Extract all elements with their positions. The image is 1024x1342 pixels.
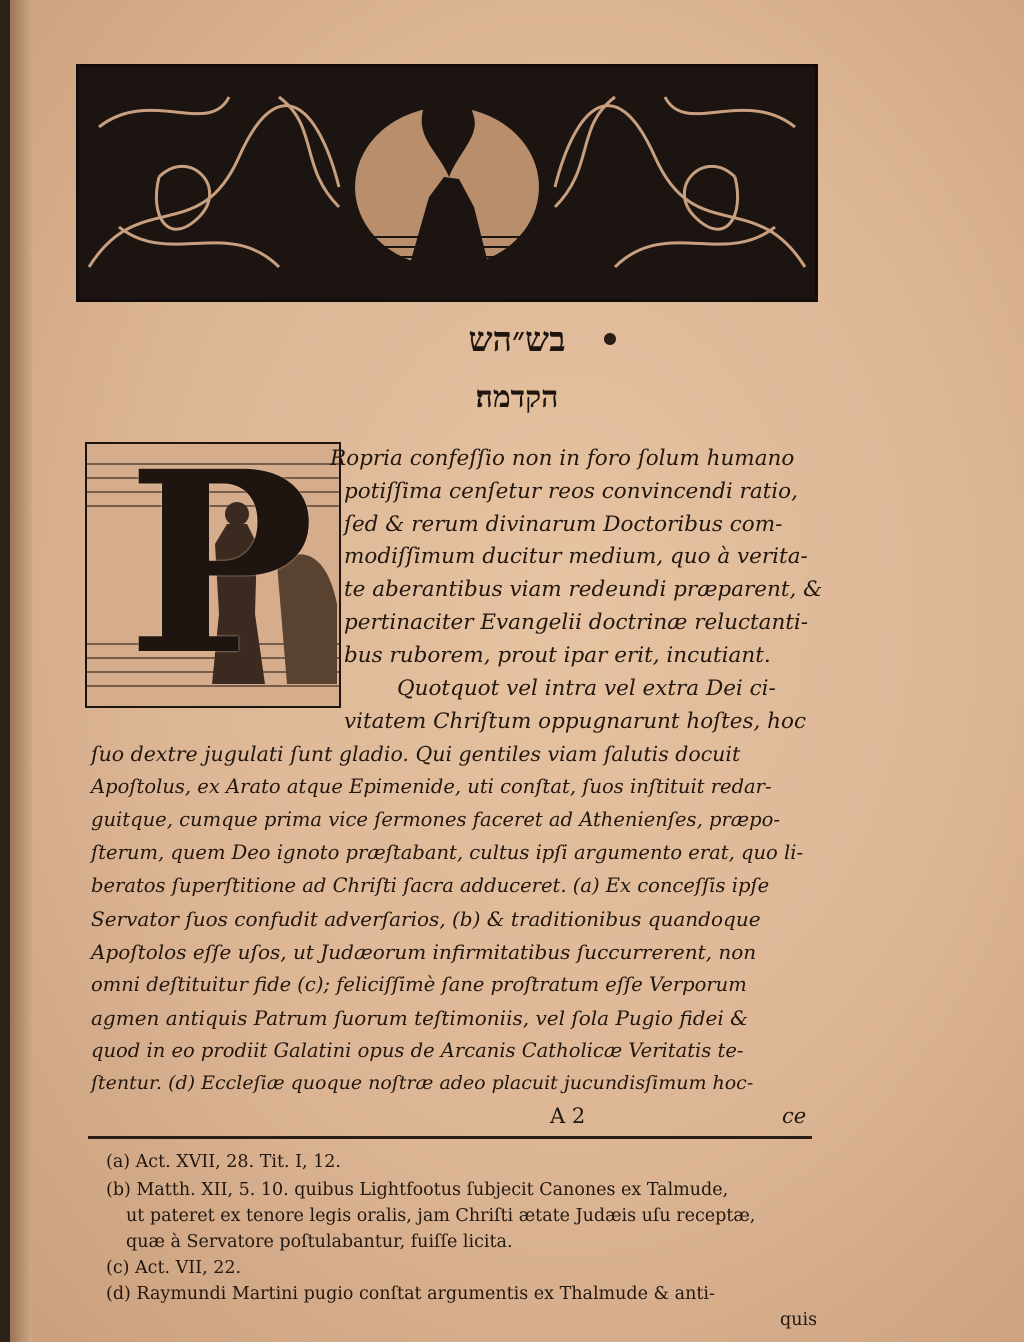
body-line: vitatem Chriſtum oppugnarunt hoſtes, hoc — [344, 709, 807, 734]
page-spine-shadow — [10, 0, 32, 1342]
decorated-initial — [85, 416, 341, 710]
book-page — [10, 0, 1024, 1342]
body-line: Servator ſuos confudit adverſarios, (b) & traditionibus quandoque — [91, 907, 761, 931]
footnote-line: (c) Act. VII, 22. — [106, 1258, 242, 1278]
body-line: guitque, cumque prima vice ſermones faceret ad Athenienſes, præpo- — [91, 808, 780, 831]
body-line: Apoſtolos eſſe uſos, ut Judæorum infirmitatibus ſuccurrerent, non — [91, 940, 757, 964]
body-line: ſuo dextre jugulati ſunt gladio. Qui gentiles viam ſalutis docuit — [91, 742, 741, 766]
body-line: beratos ſuperſtitione ad Chriſti ſacra adduceret. (a) Ex conceſſis ipſe — [91, 874, 770, 897]
hebrew-invocation: בש״הש — [468, 320, 566, 360]
body-line: Ropria confeſſio non in foro ſolum humano — [330, 446, 795, 471]
body-line: modiſſimum ducitur medium, quo à verita- — [344, 544, 808, 569]
body-line: potiſſima cenſetur reos convincendi ratio, — [344, 479, 798, 504]
body-line: pertinaciter Evangelii doctrinæ reluctanti- — [344, 610, 809, 635]
signature-mark: A 2 — [550, 1104, 586, 1128]
body-line: te aberantibus viam redeundi præparent, & — [344, 577, 823, 602]
footnote-line: quæ à Servatore poſtulabantur, fuiſſe licita. — [126, 1232, 513, 1252]
initial-letter: P — [127, 416, 315, 710]
footnote-rule — [88, 1136, 812, 1139]
body-line: ſed & rerum divinarum Doctoribus com- — [344, 512, 783, 537]
body-line: agmen antiquis Patrum ſuorum teſtimoniis, vel ſola Pugio fidei & — [91, 1006, 748, 1030]
body-line: Apoſtolus, ex Arato atque Epimenide, uti conſtat, ſuos inſtituit redar- — [91, 775, 772, 798]
body-line: Quotquot vel intra vel extra Dei ci- — [397, 676, 776, 701]
footnote-line: quis — [780, 1310, 818, 1330]
footnote-line: (d) Raymundi Martini pugio conſtat argumentis ex Thalmude & anti- — [106, 1284, 715, 1304]
decorative-headpiece — [76, 64, 818, 302]
footnote-line: (a) Act. XVII, 28. Tit. I, 12. — [106, 1152, 341, 1172]
body-line: bus ruborem, prout ipar erit, incutiant. — [344, 643, 771, 668]
footnote-line: ut pateret ex tenore legis oralis, jam Chriſti ætate Judæis uſu receptæ, — [126, 1206, 756, 1226]
body-line: ſterum, quem Deo ignoto præſtabant, cultus ipſi argumento erat, quo li- — [91, 841, 804, 864]
body-line: omni deſtituitur fide (c); feliciſſimè ſane proſtratum eſſe Verporum — [91, 973, 747, 996]
footnote-line: (b) Matth. XII, 5. 10. quibus Lightfootus ſubjecit Canones ex Talmude, — [106, 1180, 729, 1200]
catchword: ce — [782, 1104, 807, 1128]
body-line: ſtentur. (d) Eccleſiæ quoque noſtræ adeo placuit jucundisſimum hoc- — [91, 1072, 754, 1094]
hebrew-heading: הקדמה׃ — [475, 380, 559, 415]
body-line: quod in eo prodiit Galatini opus de Arcanis Catholicæ Veritatis te- — [91, 1039, 744, 1062]
